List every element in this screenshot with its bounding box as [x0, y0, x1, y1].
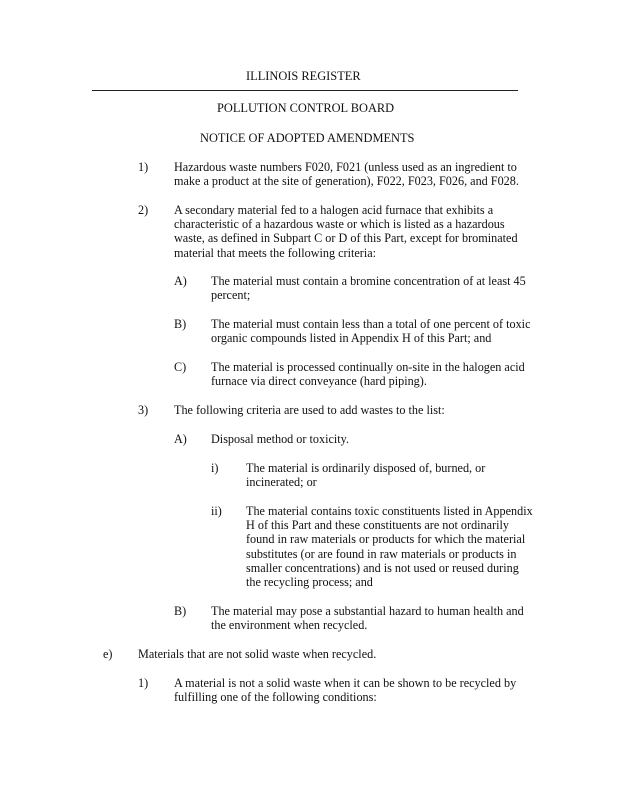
- item-2a-text: The material must contain a bromine concentration of at least 45 percent;: [211, 274, 526, 303]
- item-3a-text: Disposal method or toxicity.: [211, 432, 349, 446]
- item-1-label: 1): [138, 160, 149, 174]
- section-e-text: Materials that are not solid waste when recycled.: [138, 647, 377, 661]
- item-2b-label: B): [174, 317, 187, 331]
- item-3a-ii-label: ii): [211, 504, 222, 518]
- section-e-item-1-text: A material is not a solid waste when it can be shown to be recycled by fulfilling one of the following conditions:: [174, 676, 517, 705]
- item-2b-text: The material must contain less than a total of one percent of toxic organic compounds listed in Appendix H of this Part; and: [211, 317, 531, 346]
- item-2-text: A secondary material fed to a halogen acid furnace that exhibits a characteristic of a hazardous waste or which is listed as a hazardous waste, as defined in Subpart C or D of this Part, except for brominated material that meets the following criteria:: [174, 203, 518, 260]
- item-2c-text: The material is processed continually on-site in the halogen acid furnace via direct conveyance (hard piping).: [211, 360, 525, 389]
- item-3a-label: A): [174, 432, 187, 446]
- item-3-text: The following criteria are used to add wastes to the list:: [174, 403, 445, 417]
- item-3b-label: B): [174, 604, 187, 618]
- section-e-item-1-label: 1): [138, 676, 149, 690]
- item-2-label: 2): [138, 203, 149, 217]
- board-header: POLLUTION CONTROL BOARD: [217, 101, 395, 115]
- item-2c-label: C): [174, 360, 187, 374]
- item-3a-i-label: i): [211, 461, 219, 475]
- item-3a-ii-text: The material contains toxic constituents listed in Appendix H of this Part and these constituents are not ordinarily found in raw materials or products for which the material substitutes (or are found in raw materials or products in smaller concentrations) and is not used or reused during the recycling process; and: [246, 504, 533, 590]
- header-rule: [92, 90, 518, 91]
- item-3b-text: The material may pose a substantial hazard to human health and the environment when recycled.: [211, 604, 524, 633]
- register-header: ILLINOIS REGISTER: [246, 69, 361, 83]
- item-3-label: 3): [138, 403, 149, 417]
- item-2a-label: A): [174, 274, 187, 288]
- item-3a-i-text: The material is ordinarily disposed of, burned, or incinerated; or: [246, 461, 486, 490]
- item-1-text: Hazardous waste numbers F020, F021 (unless used as an ingredient to make a product at the site of generation), F022, F023, F026, and F028.: [174, 160, 519, 189]
- section-e-label: e): [103, 647, 113, 661]
- notice-header: NOTICE OF ADOPTED AMENDMENTS: [200, 131, 415, 145]
